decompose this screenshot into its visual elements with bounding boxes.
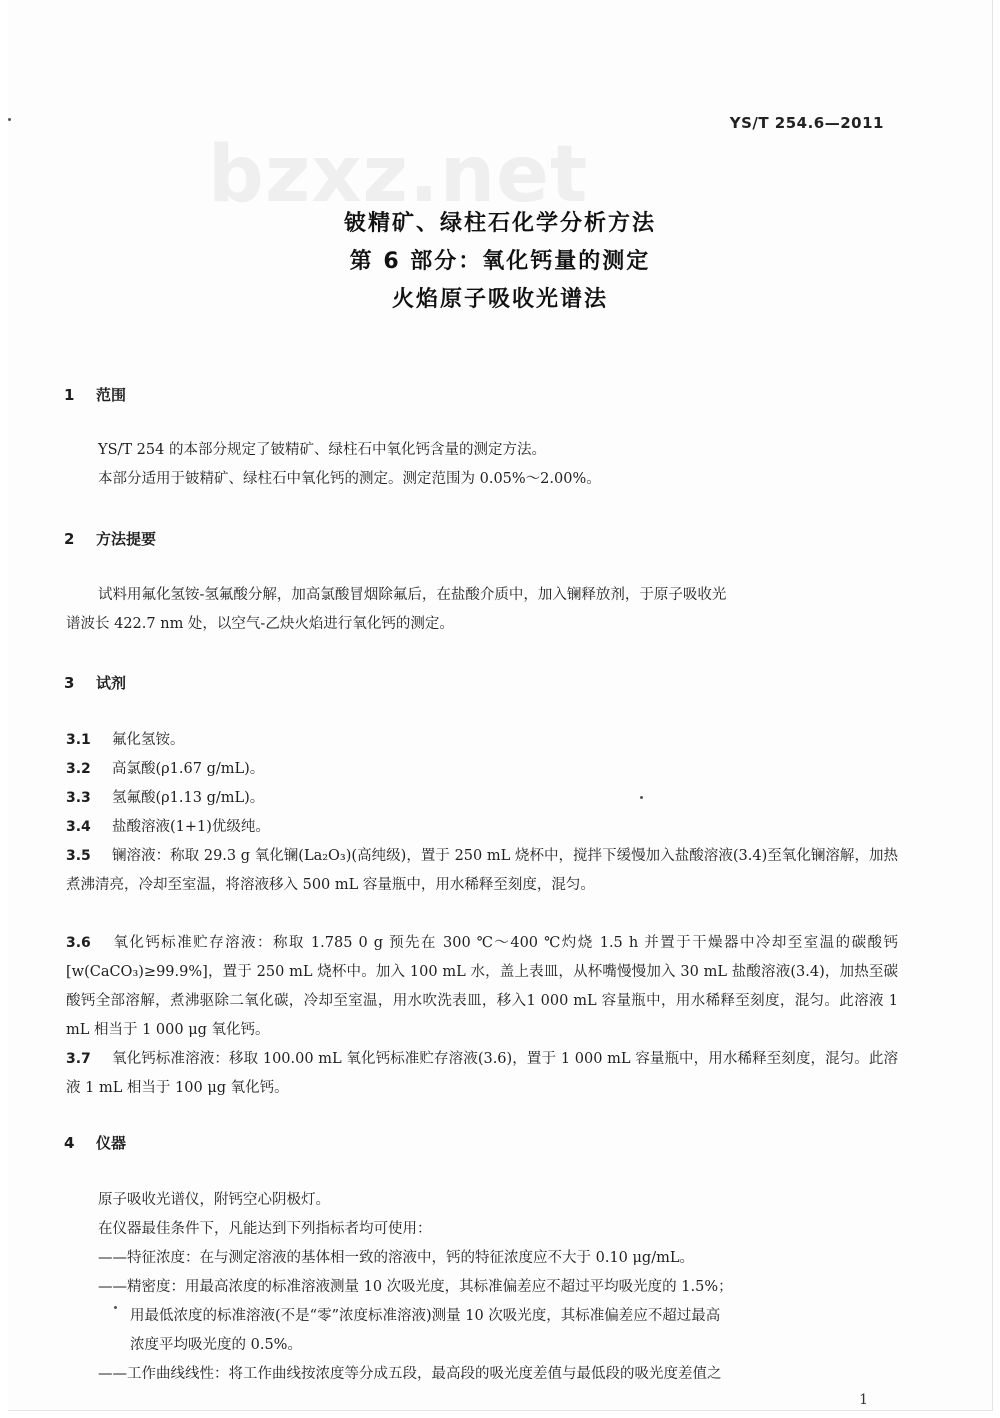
reagent-item: 3.5 镧溶液：称取 29.3 g 氧化镧(La₂O₃)(高纯级)，置于 250 mL 烧杯中，搅拌下缓慢加入盐酸溶液(3.4)至氧化镧溶解，加热煮沸清亮，冷却至室温，将溶液移入 500 mL 容量瓶中，用水稀释至刻度，混匀。 bbox=[66, 848, 898, 893]
reagent-item: 3.3 氢氟酸(ρ1.13 g/mL)。 bbox=[66, 790, 265, 806]
reagent-item: 3.1 氟化氢铵。 bbox=[66, 732, 185, 748]
page-number: 1 bbox=[859, 1392, 868, 1408]
section-1-paragraph-1: YS/T 254 的本部分规定了铍精矿、绿柱石中氧化钙含量的测定方法。 bbox=[98, 442, 546, 458]
section-2-heading bbox=[64, 528, 156, 549]
section-1-paragraph-2: 本部分适用于铍精矿、绿柱石中氧化钙的测定。测定范围为 0.05%～2.00%。 bbox=[98, 471, 601, 487]
section-1-heading bbox=[64, 384, 126, 405]
reagent-item: 3.2 高氯酸(ρ1.67 g/mL)。 bbox=[66, 761, 265, 777]
section-3-heading bbox=[64, 672, 126, 693]
section-number: 2 bbox=[64, 530, 75, 548]
title-line-2: 第 6 部分：氧化钙量的测定 bbox=[349, 249, 651, 274]
section-number: 3 bbox=[64, 674, 75, 692]
spec-precision-line-2: 用最低浓度的标准溶液(不是“零”浓度标准溶液)测量 10 次吸光度，其标准偏差应不超过最高 bbox=[130, 1308, 721, 1324]
section-title: 试剂 bbox=[96, 674, 127, 692]
scan-speck bbox=[114, 1306, 117, 1309]
section-number: 4 bbox=[64, 1134, 75, 1152]
reagent-item: 3.7 氧化钙标准溶液：移取 100.00 mL 氧化钙标准贮存溶液(3.6)，置于 1 000 mL 容量瓶中，用水稀释至刻度，混匀。此溶液 1 mL 相当于 100 μg 氧化钙。 bbox=[66, 1051, 898, 1096]
scan-speck bbox=[8, 118, 11, 121]
reagent-item: 3.6 氧化钙标准贮存溶液：称取 1.785 0 g 预先在 300 ℃～400 ℃灼烧 1.5 h 并置于干燥器中冷却至室温的碳酸钙[w(CaCO₃)≥99.9%]，置于 250 mL 烧杯中。加入 100 mL 水，盖上表皿，从杯嘴慢慢加入 30 mL 盐酸溶液(3.4)，加热至碳酸钙全部溶解，煮沸驱除二氧化碳，冷却至室温，用水吹洗表皿，移入1 000 mL 容量瓶中，用水稀释至刻度，混匀。此溶液 1 mL 相当于 1 000 μg 氧化钙。 bbox=[66, 935, 898, 1038]
reagent-item: 3.4 盐酸溶液(1+1)优级纯。 bbox=[66, 819, 270, 835]
section-title: 方法提要 bbox=[96, 530, 157, 548]
section-title: 仪器 bbox=[96, 1134, 127, 1152]
scan-speck bbox=[640, 796, 643, 799]
section-title: 范围 bbox=[96, 386, 127, 404]
spec-linearity: ——工作曲线线性：将工作曲线按浓度等分成五段，最高段的吸光度差值与最低段的吸光度差值之 bbox=[98, 1366, 722, 1382]
watermark: bzxz.net bbox=[208, 130, 589, 220]
section-2-line-2: 谱波长 422.7 nm 处，以空气-乙炔火焰进行氧化钙的测定。 bbox=[66, 616, 454, 632]
title-line-3: 火焰原子吸收光谱法 bbox=[391, 287, 608, 312]
document-page bbox=[8, 0, 993, 1411]
document-title bbox=[8, 205, 992, 319]
spec-precision-line-3: 浓度平均吸光度的 0.5%。 bbox=[130, 1337, 302, 1353]
standard-code: YS/T 254.6—2011 bbox=[729, 114, 884, 132]
section-4-heading bbox=[64, 1132, 126, 1153]
spec-characteristic-concentration: ——特征浓度：在与测定溶液的基体相一致的溶液中，钙的特征浓度应不大于 0.10 μg/mL。 bbox=[98, 1250, 694, 1266]
spec-precision-line-1: ——精密度：用最高浓度的标准溶液测量 10 次吸光度，其标准偏差应不超过平均吸光度的 1.5%； bbox=[98, 1279, 733, 1295]
section-4-paragraph-1: 原子吸收光谱仪，附钙空心阴极灯。 bbox=[98, 1192, 330, 1208]
section-4-paragraph-2: 在仪器最佳条件下，凡能达到下列指标者均可使用： bbox=[98, 1221, 432, 1237]
section-2-line-1: 试料用氟化氢铵-氢氟酸分解，加高氯酸冒烟除氟后，在盐酸介质中，加入镧释放剂，于原子吸收光 bbox=[98, 587, 727, 603]
title-line-1: 铍精矿、绿柱石化学分析方法 bbox=[343, 211, 656, 236]
section-number: 1 bbox=[64, 386, 75, 404]
